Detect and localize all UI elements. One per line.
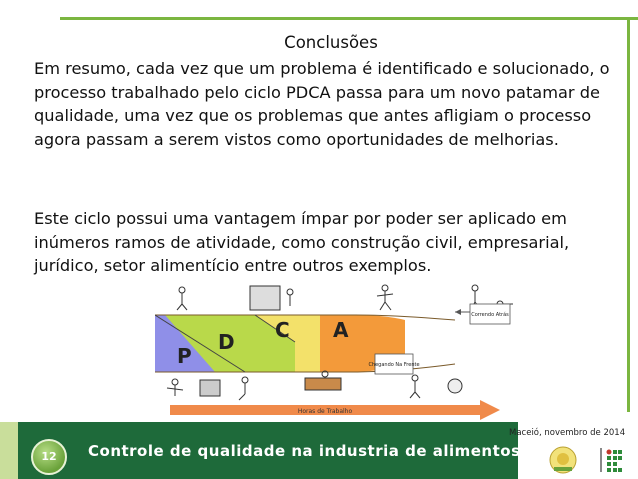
right-divider [627, 17, 630, 412]
letter-c: C [275, 318, 290, 342]
footer-date: Maceió, novembro de 2014 [509, 428, 626, 438]
page-number-badge: 12 [31, 439, 67, 475]
pdca-figure [155, 282, 607, 422]
paragraph-summary: Em resumo, cada vez que um problema é identificado e solucionado, o processo trabalhado pelo ciclo PDCA passa para um novo patamar de qualidade, uma vez que os problemas que antes afligiam o processo agora passam a serem vistos como oportunidades de melhorias. [34, 59, 610, 149]
label-ahead: Chegando Na Frente [368, 362, 420, 368]
footer-title: Controle de qualidade na industria de alimentos [88, 442, 521, 460]
callout-ahead [368, 354, 419, 374]
top-divider [60, 17, 638, 20]
letter-a: A [333, 318, 349, 342]
axis-label: Horas de Trabalho [297, 408, 353, 415]
course-logo-icon [548, 445, 578, 475]
paragraph-advantage: Este ciclo possui uma vantagem ímpar por poder ser aplicado em inúmeros ramos de atividade, como construção civil, empresarial, jurídico, setor alimentício entre outros exemplos. [34, 209, 570, 275]
institution-logo-icon [600, 448, 624, 472]
label-behind: Correndo Atrás [471, 312, 509, 318]
slide-heading: Conclusões [284, 33, 378, 52]
letter-p: P [177, 344, 192, 368]
callout-behind [455, 304, 510, 324]
letter-d: D [218, 330, 235, 354]
